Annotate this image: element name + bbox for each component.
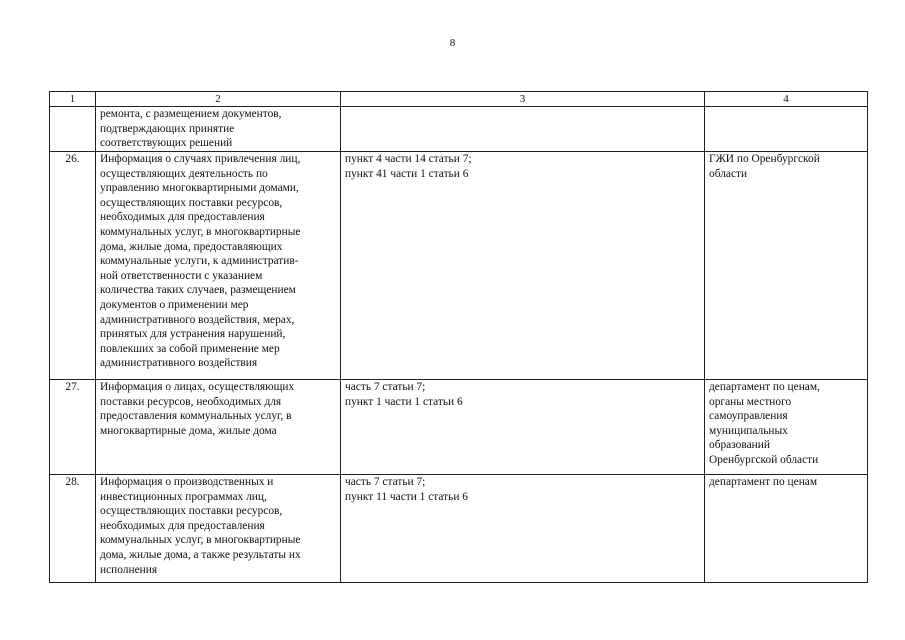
table-row [50, 380, 868, 475]
cell-text-line: муниципальных [709, 424, 788, 437]
legal-basis-cell [341, 152, 705, 380]
cell-text-line: предоставления коммунальных услуг, в [100, 410, 292, 423]
column-header-3: 3 [341, 92, 705, 107]
cell-text-line: принятых для устранения нарушений, [100, 328, 286, 341]
cell-text-line: коммунальные услуги, к административ- [100, 255, 299, 268]
info-cell [96, 380, 341, 475]
cell-text-line: ГЖИ по Оренбургской [709, 153, 820, 165]
cell-text-line: повлекших за собой применение мер [100, 342, 280, 355]
cell-text-line: дома, жилые дома, предоставляющих [100, 240, 283, 253]
legal-basis-cell [341, 107, 705, 152]
cell-text-line: коммунальных услуг, в многоквартирные [100, 225, 301, 238]
legal-basis-cell [341, 475, 705, 583]
cell-text-line: инвестиционных программах лиц, [100, 490, 267, 503]
cell-text-line: осуществляющих деятельность по [100, 167, 268, 180]
cell-text-line: документов о применении мер [100, 298, 249, 311]
info-cell [96, 107, 341, 152]
table-header-row [50, 92, 868, 107]
cell-text-line: области [709, 167, 748, 180]
cell-text-line: Информация о случаях привлечения лиц, [100, 153, 301, 165]
table-row [50, 152, 868, 380]
responsible-org-cell [705, 475, 868, 583]
cell-text-line: часть 7 статьи 7; [345, 476, 426, 488]
cell-text-line: количества таких случаев, размещением [100, 284, 296, 297]
page-number: 8 [449, 37, 456, 49]
table-row [50, 107, 868, 152]
cell-text-line: образований [709, 439, 770, 452]
cell-text-line: административного воздействия [100, 357, 258, 370]
row-number: 27. [50, 380, 96, 475]
column-header-1: 1 [50, 92, 96, 107]
table-row [50, 475, 868, 583]
document-table [49, 91, 868, 583]
cell-text-line: пункт 1 части 1 статьи 6 [345, 395, 463, 408]
cell-text-line: органы местного [709, 395, 792, 408]
cell-text-line: Оренбургской области [709, 453, 819, 466]
cell-text-line: соответствующих решений [100, 137, 233, 150]
cell-text-line: самоуправления [709, 410, 788, 423]
cell-text-line: пункт 41 части 1 статьи 6 [345, 167, 469, 180]
cell-text-line: пункт 4 части 14 статьи 7; [345, 153, 472, 165]
row-number [50, 107, 96, 152]
responsible-org-cell [705, 380, 868, 475]
column-header-2: 2 [96, 92, 341, 107]
row-number: 28. [50, 475, 96, 583]
cell-text-line: департамент по ценам, [709, 381, 820, 393]
cell-text-line: коммунальных услуг, в многоквартирные [100, 534, 301, 547]
cell-text-line: многоквартирные дома, жилые дома [100, 424, 277, 437]
responsible-org-cell [705, 152, 868, 380]
cell-text-line: департамент по ценам [709, 476, 818, 488]
responsible-org-cell [705, 107, 868, 152]
cell-text-line: пункт 11 части 1 статьи 6 [345, 490, 468, 503]
cell-text-line: осуществляющих поставки ресурсов, [100, 196, 283, 209]
cell-text-line: необходимых для предоставления [100, 211, 265, 224]
cell-text-line: ной ответственности с указанием [100, 269, 263, 282]
cell-text-line: управлению многоквартирными домами, [100, 182, 299, 195]
cell-text-line: Информация о лицах, осуществляющих [100, 381, 295, 393]
cell-text-line: необходимых для предоставления [100, 519, 265, 532]
legal-basis-cell [341, 380, 705, 475]
cell-text-line: подтверждающих принятие [100, 122, 235, 135]
cell-text-line: осуществляющих поставки ресурсов, [100, 505, 283, 518]
row-number: 26. [50, 152, 96, 380]
info-cell [96, 152, 341, 380]
cell-text-line: часть 7 статьи 7; [345, 381, 426, 393]
cell-text-line: поставки ресурсов, необходимых для [100, 395, 282, 408]
cell-text-line: ремонта, с размещением документов, [100, 108, 282, 120]
cell-text-line: исполнения [100, 563, 158, 576]
cell-text-line: дома, жилые дома, а также результаты их [100, 548, 301, 561]
cell-text-line: Информация о производственных и [100, 476, 274, 488]
cell-text-line: административного воздействия, мерах, [100, 313, 295, 326]
info-cell [96, 475, 341, 583]
column-header-4: 4 [705, 92, 868, 107]
